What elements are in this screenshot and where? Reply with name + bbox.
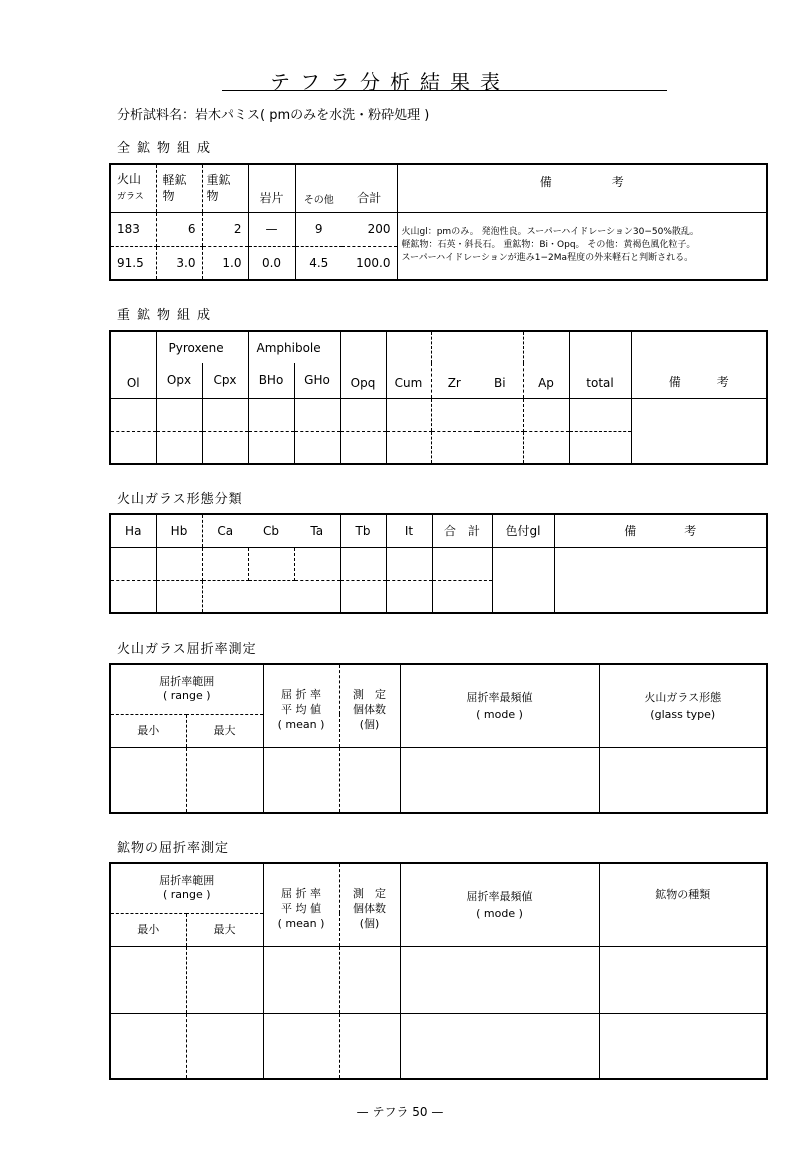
cell bbox=[569, 431, 631, 464]
cell bbox=[339, 946, 400, 1013]
col-volcanic-glass: 火山 ガラス bbox=[110, 164, 156, 212]
count-heavy: 2 bbox=[202, 212, 248, 246]
cell bbox=[248, 431, 294, 464]
count-light: 6 bbox=[156, 212, 202, 246]
col-ta: Ta bbox=[294, 514, 340, 547]
col-remarks: 備 考 bbox=[631, 331, 767, 398]
total-mineral-heading: 全鉱物組成 bbox=[117, 141, 218, 156]
cell bbox=[400, 946, 599, 1013]
col-cum: Cum bbox=[386, 331, 431, 398]
col-cpx: Cpx bbox=[202, 363, 248, 398]
cell bbox=[523, 431, 569, 464]
cell bbox=[599, 747, 767, 813]
amphibole-group: Amphibole bbox=[248, 331, 340, 363]
min-header: 最小 bbox=[110, 913, 186, 946]
cell bbox=[340, 431, 386, 464]
pct-rock: 0.0 bbox=[248, 246, 295, 280]
col-remarks: 備 考 bbox=[554, 514, 767, 547]
cell bbox=[523, 398, 569, 431]
col-hb: Hb bbox=[156, 514, 202, 547]
heavy-mineral-table bbox=[109, 330, 768, 465]
col-opq: Opq bbox=[340, 331, 386, 398]
title-underline bbox=[222, 90, 667, 91]
cell bbox=[631, 398, 767, 464]
cell bbox=[263, 1013, 339, 1079]
cell bbox=[186, 946, 263, 1013]
cell bbox=[110, 580, 156, 613]
cell bbox=[186, 747, 263, 813]
cell bbox=[340, 580, 386, 613]
range-header: 屈折率範囲 ( range ) bbox=[110, 664, 263, 714]
cell bbox=[477, 398, 523, 431]
col-tb: Tb bbox=[340, 514, 386, 547]
col-total: 合計 bbox=[342, 164, 397, 212]
cell bbox=[263, 747, 339, 813]
pyroxene-group: Pyroxene bbox=[156, 331, 248, 363]
col-heavy-mineral: 重鉱 物 bbox=[202, 164, 248, 212]
col-bho: BHo bbox=[248, 363, 294, 398]
col-ca: Ca bbox=[202, 514, 248, 547]
cell bbox=[294, 580, 340, 613]
page-footer: — テフラ 50 — bbox=[356, 1105, 444, 1119]
range-header: 屈折率範囲 ( range ) bbox=[110, 863, 263, 913]
col-other: その他 bbox=[295, 164, 342, 212]
col-zr: Zr bbox=[431, 331, 477, 398]
cell bbox=[386, 431, 431, 464]
cell bbox=[599, 946, 767, 1013]
cell bbox=[492, 547, 554, 613]
mineral-kind-header: 鉱物の種類 bbox=[599, 863, 767, 946]
cell bbox=[110, 1013, 186, 1079]
glass-refr-table bbox=[109, 663, 768, 814]
mode-header: 屈折率最頻値 ( mode ) bbox=[400, 863, 599, 946]
col-rock-fragment: 岩片 bbox=[248, 164, 295, 212]
max-header: 最大 bbox=[186, 913, 263, 946]
cell bbox=[432, 580, 492, 613]
cell bbox=[186, 1013, 263, 1079]
count-rock: — bbox=[248, 212, 295, 246]
cell bbox=[110, 398, 156, 431]
cell bbox=[156, 431, 202, 464]
cell bbox=[431, 431, 477, 464]
cell bbox=[110, 747, 186, 813]
mineral-refr-heading: 鉱物の屈折率測定 bbox=[117, 841, 230, 856]
pct-heavy: 1.0 bbox=[202, 246, 248, 280]
cell bbox=[156, 398, 202, 431]
cell bbox=[248, 547, 294, 580]
cell bbox=[340, 398, 386, 431]
mineral-refr-table bbox=[109, 862, 768, 1080]
total-mineral-table bbox=[109, 163, 768, 281]
mean-header: 屈 折 率 平 均 値 ( mean ) bbox=[263, 664, 339, 747]
col-bi: Bi bbox=[477, 331, 523, 398]
cell bbox=[400, 1013, 599, 1079]
cell bbox=[202, 398, 248, 431]
min-header: 最小 bbox=[110, 714, 186, 747]
cell bbox=[294, 547, 340, 580]
pct-light: 3.0 bbox=[156, 246, 202, 280]
count-header: 測 定 個体数 (個) bbox=[339, 664, 400, 747]
max-header: 最大 bbox=[186, 714, 263, 747]
cell bbox=[339, 747, 400, 813]
count-total: 200 bbox=[342, 212, 397, 246]
cell bbox=[110, 431, 156, 464]
col-opx: Opx bbox=[156, 363, 202, 398]
mode-header: 屈折率最頻値 ( mode ) bbox=[400, 664, 599, 747]
glass-type-header: 火山ガラス形態 (glass type) bbox=[599, 664, 767, 747]
cell bbox=[294, 431, 340, 464]
mean-header: 屈 折 率 平 均 値 ( mean ) bbox=[263, 863, 339, 946]
col-total: total bbox=[569, 331, 631, 398]
cell bbox=[340, 547, 386, 580]
cell bbox=[386, 398, 431, 431]
cell bbox=[599, 1013, 767, 1079]
cell bbox=[156, 547, 202, 580]
col-it: It bbox=[386, 514, 432, 547]
col-ap: Ap bbox=[523, 331, 569, 398]
cell bbox=[156, 580, 202, 613]
col-ol: Ol bbox=[110, 331, 156, 398]
col-cb: Cb bbox=[248, 514, 294, 547]
pct-total: 100.0 bbox=[342, 246, 397, 280]
cell bbox=[202, 431, 248, 464]
cell bbox=[400, 747, 599, 813]
cell bbox=[110, 946, 186, 1013]
col-light-mineral: 軽鉱 物 bbox=[156, 164, 202, 212]
col-colored-glass: 色付gl bbox=[492, 514, 554, 547]
cell bbox=[431, 398, 477, 431]
cell bbox=[110, 547, 156, 580]
glass-refr-heading: 火山ガラス屈折率測定 bbox=[117, 642, 257, 657]
cell bbox=[477, 431, 523, 464]
cell bbox=[554, 547, 767, 613]
cell bbox=[248, 398, 294, 431]
pct-glass: 91.5 bbox=[110, 246, 156, 280]
heavy-mineral-heading: 重鉱物組成 bbox=[117, 308, 218, 323]
cell bbox=[294, 398, 340, 431]
col-remarks: 備 考 bbox=[397, 164, 767, 212]
col-sum: 合 計 bbox=[432, 514, 492, 547]
cell bbox=[202, 580, 248, 613]
cell bbox=[339, 1013, 400, 1079]
count-other: 9 bbox=[295, 212, 342, 246]
cell bbox=[263, 946, 339, 1013]
count-glass: 183 bbox=[110, 212, 156, 246]
glass-shape-table bbox=[109, 513, 768, 614]
cell bbox=[386, 580, 432, 613]
pct-other: 4.5 bbox=[295, 246, 342, 280]
page-title: テフラ分析結果表 bbox=[270, 70, 510, 94]
cell bbox=[569, 398, 631, 431]
col-ha: Ha bbox=[110, 514, 156, 547]
cell bbox=[386, 547, 432, 580]
remarks-text: 火山gl：pmのみ。 発泡性良。スーパーハイドレーション30−50%散乱。 軽鉱物：石英・斜長石。 重鉱物：Bi・Opq。 その他：黄褐色風化粒子。 スーパーハイドレーションが進み1−2Ma程度の外来軽石と判断される。 bbox=[397, 212, 767, 280]
cell bbox=[248, 580, 294, 613]
cell bbox=[202, 547, 248, 580]
glass-shape-heading: 火山ガラス形態分類 bbox=[117, 492, 243, 507]
col-gho: GHo bbox=[294, 363, 340, 398]
cell bbox=[432, 547, 492, 580]
sample-name: 分析試料名：岩木パミス( pmのみを水洗・粉砕処理 ) bbox=[117, 108, 430, 123]
count-header: 測 定 個体数 (個) bbox=[339, 863, 400, 946]
